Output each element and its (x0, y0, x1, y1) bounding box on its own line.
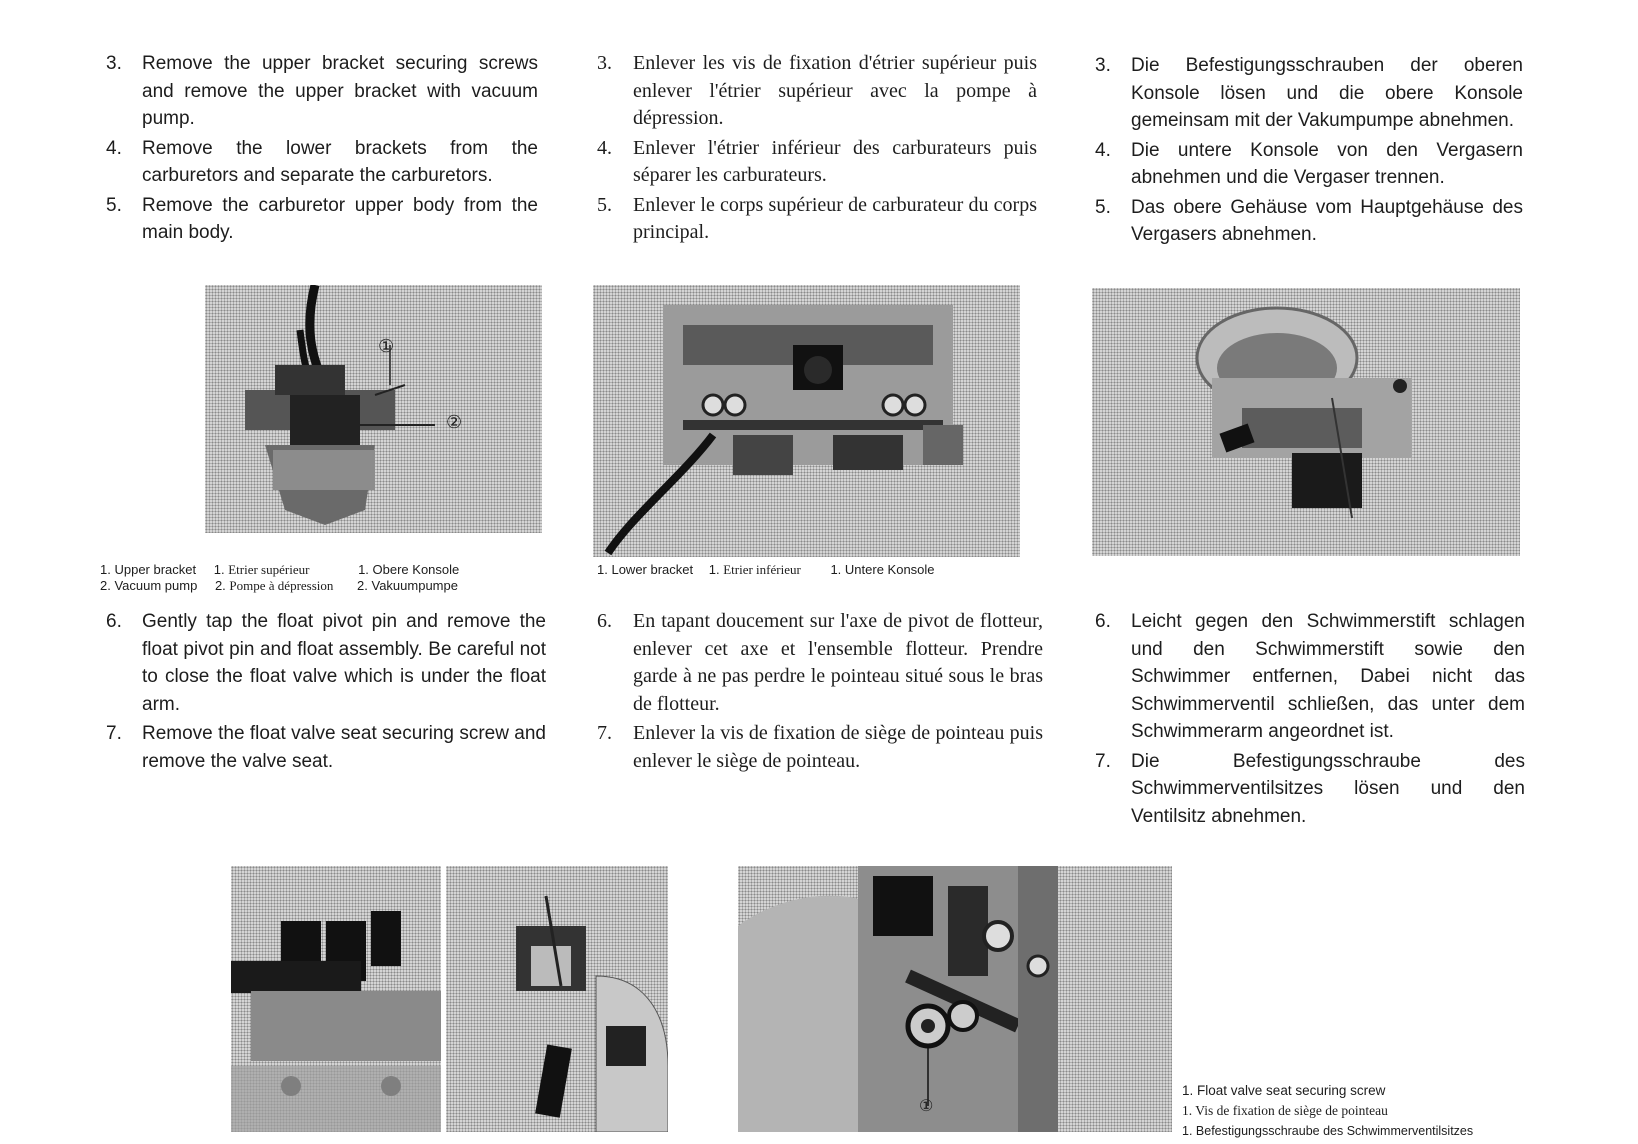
english-steps-6-7 (106, 608, 546, 777)
callout-1: ① (378, 336, 395, 356)
step: 4. Remove the lower brackets from the carburetors and separate the carburetors. (106, 137, 538, 186)
photo-float-tap-pin (231, 866, 441, 1132)
step: 7. Die Befestigungsschraube des Schwimmerventilsitzes lösen und den Ventilsitz abnehmen. (1095, 750, 1525, 827)
photo-upper-bracket-vacuum-pump (205, 285, 542, 533)
step: 5. Enlever le corps supérieur de carburateur du corps principal. (597, 193, 1037, 243)
photo-float-assembly-remove (446, 866, 668, 1132)
step: 4. Enlever l'étrier inférieur des carburateurs puis séparer les carburateurs. (597, 136, 1037, 186)
step: 6. Leicht gegen den Schwimmerstift schlagen und den Schwimmerstift sowie den Schwimmer entfernen, Dabei nicht das Schwimmerventil schließen, das unter dem Schwimmerarm angeordnet ist. (1095, 611, 1525, 742)
step: 3. Enlever les vis de fixation d'étrier supérieur puis enlever l'étrier supérieur avec la pompe à dépression. (597, 52, 1037, 129)
photo-carburetor-upper-body (1092, 288, 1520, 556)
german-steps-6-7 (1095, 608, 1525, 832)
figure5-caption-de: 1. Befestigungsschraube des Schwimmerventilsitzes (1182, 1124, 1474, 1138)
step: 7. Enlever la vis de fixation de siège de pointeau puis enlever le siège de pointeau. (597, 722, 1043, 772)
step: 7. Remove the float valve seat securing screw and remove the valve seat. (106, 723, 546, 772)
step: 5. Remove the carburetor upper body from the main body. (106, 194, 538, 243)
step: 6. Gently tap the float pivot pin and remove the float pivot pin and float assembly. Be careful not to close the float valve which is under the float arm. (106, 611, 546, 715)
callout-1: ① (919, 1098, 934, 1115)
step: 4. Die untere Konsole von den Vergasern abnehmen und die Vergaser trennen. (1095, 139, 1523, 188)
figure1-caption-row-2: 2. Vacuum pump 2. Pompe à dépression 2. Vakuumpumpe (100, 578, 458, 593)
step: 3. Die Befestigungsschrauben der oberen Konsole lösen und die obere Konsole gemeinsam mit der Vakumpumpe abnehmen. (1095, 55, 1523, 131)
step: 6. En tapant doucement sur l'axe de pivot de flotteur, enlever cet axe et l'ensemble flotteur. Prendre garde à ne pas perdre le pointeau situé sous le bras de flotteur. (597, 610, 1043, 715)
figure2-caption: 1. Lower bracket 1. Etrier inférieur 1. Untere Konsole (597, 562, 935, 577)
english-steps-3-5 (106, 50, 538, 249)
french-steps-6-7 (597, 608, 1043, 777)
callout-2: ② (446, 412, 463, 432)
figure5-caption-en: 1. Float valve seat securing screw (1182, 1083, 1386, 1098)
figure5-caption-fr: 1. Vis de fixation de siège de pointeau (1182, 1103, 1388, 1118)
step: 3. Remove the upper bracket securing screws and remove the upper bracket with vacuum pump. (106, 53, 538, 129)
french-steps-3-5 (597, 50, 1037, 249)
step: 5. Das obere Gehäuse vom Hauptgehäuse des Vergasers abnehmen. (1095, 196, 1523, 245)
figure1-caption-row-1: 1. Upper bracket 1. Etrier supérieur 1. Obere Konsole (100, 562, 460, 577)
german-steps-3-5 (1095, 52, 1523, 251)
photo-float-valve-seat (738, 866, 1172, 1132)
photo-lower-bracket (593, 285, 1020, 557)
